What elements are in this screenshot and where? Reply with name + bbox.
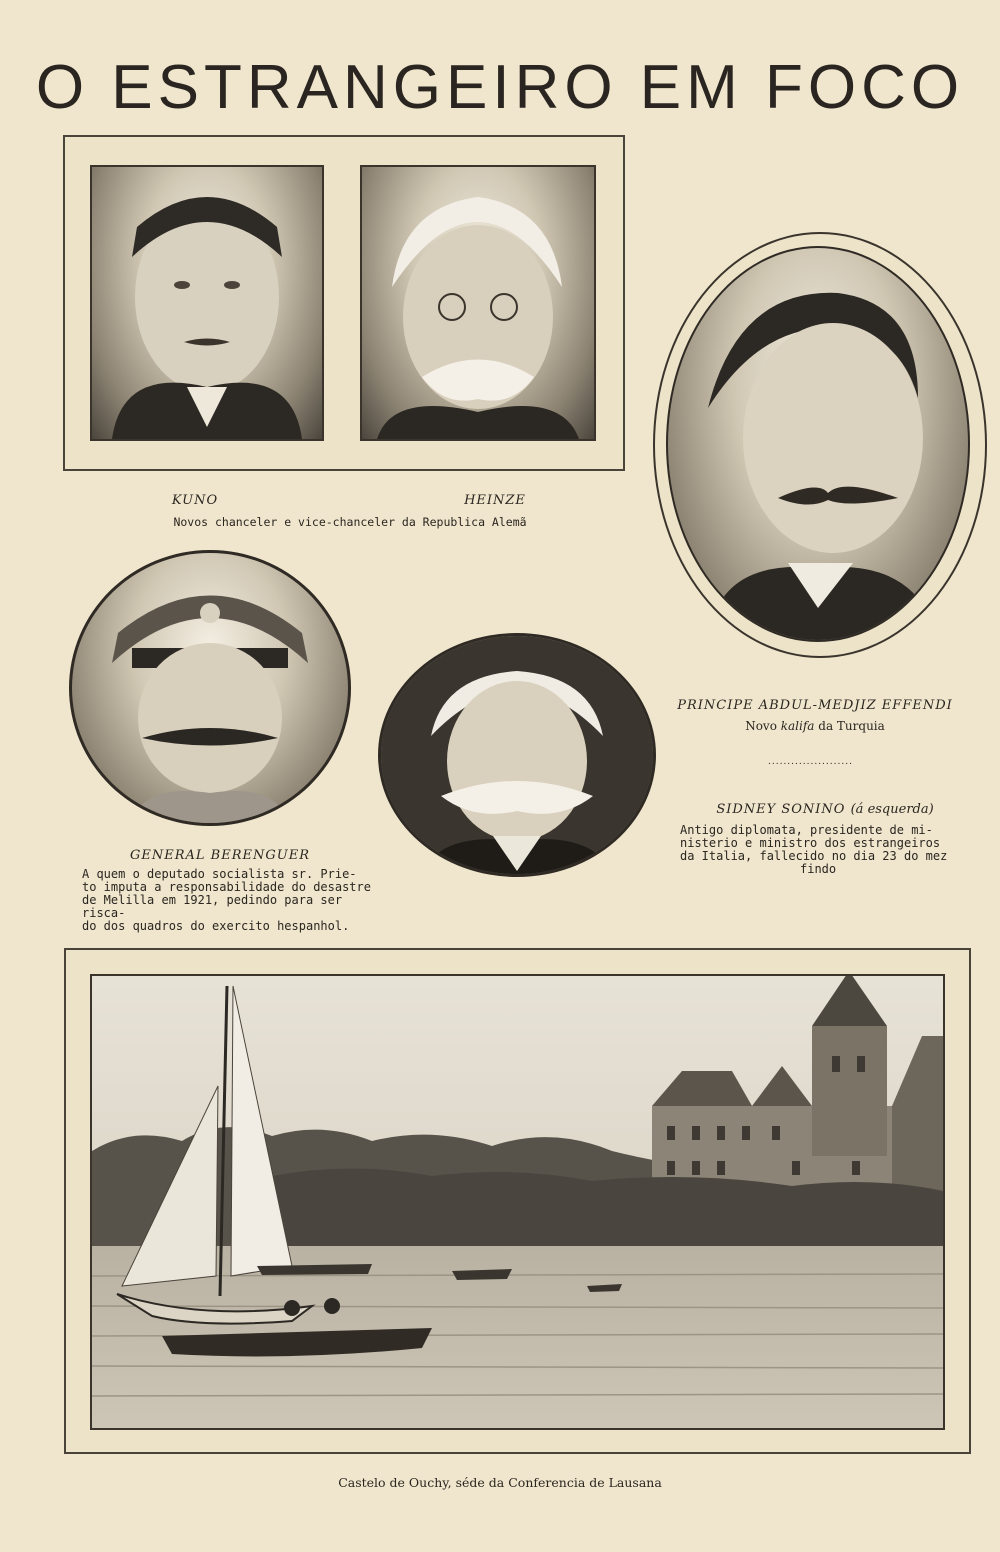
sonnino-note: (á esquerda) (850, 802, 934, 817)
berenguer-description (82, 868, 372, 933)
sonnino-desc-line: da Italia, fallecido no dia 23 do mez (680, 849, 948, 863)
abdul-medjiz-name: PRINCIPE ABDUL-MEDJIZ EFFENDI (677, 698, 953, 713)
abdul-desc-post: da Turquia (814, 719, 885, 733)
heinze-name: HEINZE (464, 493, 526, 508)
sonnino-description (680, 824, 960, 876)
abdul-desc-pre: Novo (745, 719, 781, 733)
sonnino-name: SIDNEY SONINO (716, 802, 846, 817)
sonnino-desc-line: nisterio e ministro dos estrangeiros (680, 836, 941, 850)
sonnino-portrait (378, 633, 656, 877)
berenguer-desc-line: to imputa a responsabilidade do desastre (82, 880, 371, 894)
sonnino-desc-line: Antigo diplomata, presidente de mi- (680, 823, 933, 837)
sonnino-desc-line: findo (800, 862, 837, 876)
berenguer-desc-line: A quem o deputado socialista sr. Prie- (82, 867, 357, 881)
berenguer-desc-line: de Melilla em 1921, pedindo para ser risca- (82, 893, 343, 920)
kuno-portrait (90, 165, 324, 441)
berenguer-desc-line: do dos quadros do exercito hespanhol. (82, 919, 350, 933)
abdul-desc-em: kalifa (780, 719, 815, 733)
berenguer-portrait (69, 550, 351, 826)
ouchy-caption: Castelo de Ouchy, séde da Conferencia de Lausana (338, 1475, 662, 1490)
sonnino-heading (690, 802, 960, 817)
page-title: O ESTRANGEIRO EM FOCO (35, 53, 965, 122)
ouchy-photo-frame (64, 948, 971, 1454)
kuno-name: KUNO (171, 493, 219, 508)
german-leaders-frame (63, 135, 625, 471)
ouchy-castle-photo (90, 974, 945, 1430)
caption-separator: ...................... (768, 757, 853, 767)
berenguer-name: GENERAL BERENGUER (130, 848, 310, 863)
abdul-medjiz-description (670, 720, 960, 733)
abdul-medjiz-portrait (666, 246, 970, 642)
heinze-portrait (360, 165, 596, 441)
german-leaders-caption: Novos chanceler e vice-chanceler da Republica Alemã (173, 515, 527, 529)
